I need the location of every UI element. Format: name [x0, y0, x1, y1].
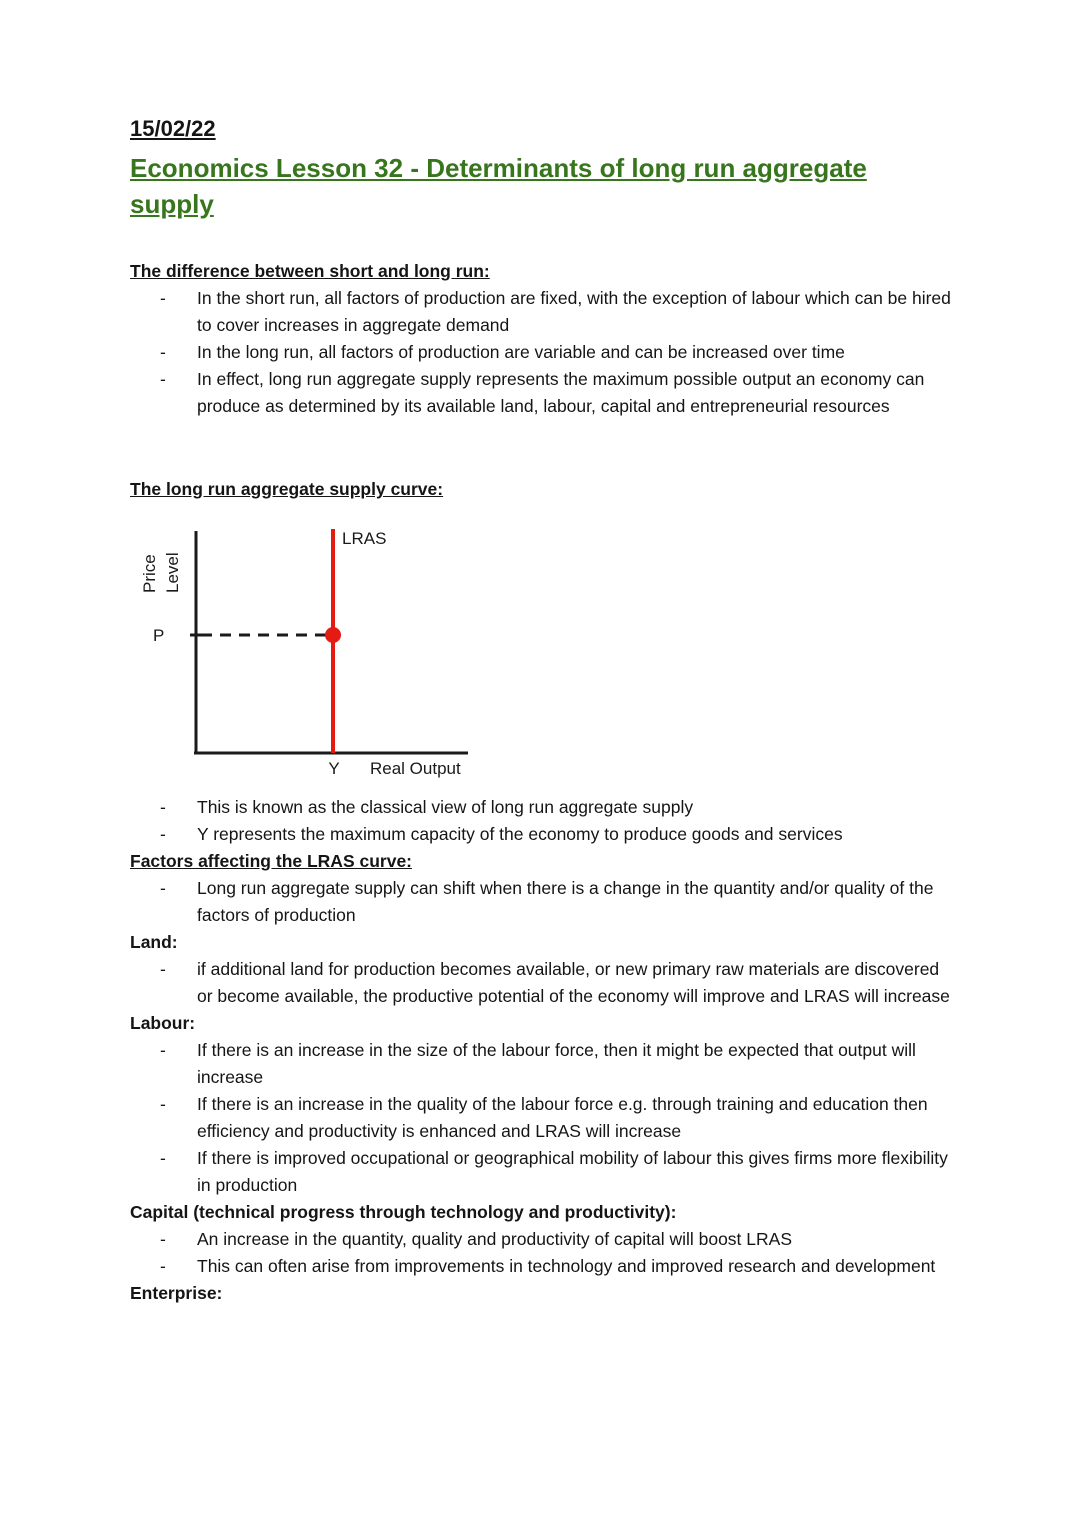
label-enterprise: Enterprise:: [130, 1283, 223, 1303]
label-labour: Labour:: [130, 1013, 196, 1033]
heading-curve: The long run aggregate supply curve:: [130, 479, 444, 499]
bullet-text: This is known as the classical view of long run aggregate supply: [197, 797, 694, 817]
bullet-text: Y represents the maximum capacity of the economy to produce goods and services: [197, 824, 843, 844]
list-item: [130, 1226, 952, 1253]
lras-diagram: [130, 517, 952, 784]
list-item: [130, 821, 952, 848]
curve-bullet-list: [130, 794, 952, 848]
bullet-dash-icon: -: [160, 1148, 166, 1168]
bullet-text: In the long run, all factors of production are variable and can be increased over time: [197, 342, 845, 362]
list-item: [130, 1253, 952, 1280]
bullet-text: Long run aggregate supply can shift when there is a change in the quantity and/or quality of the factors of production: [197, 878, 934, 925]
label-capital: Capital (technical progress through technology and productivity):: [130, 1202, 677, 1222]
list-item: [130, 794, 952, 821]
x-axis-label: Real Output: [370, 759, 461, 778]
equilibrium-point-marker: [325, 627, 341, 643]
bullet-dash-icon: -: [160, 342, 166, 362]
bullet-text: if additional land for production becomes available, or new primary raw materials are discovered or become available, the productive potential of the economy will improve and LRAS will increase: [197, 959, 950, 1006]
list-item: [130, 956, 952, 1010]
heading-factors: Factors affecting the LRAS curve:: [130, 851, 412, 871]
bullet-dash-icon: -: [160, 797, 166, 817]
page-title: [130, 150, 952, 222]
bullet-text: If there is an increase in the size of the labour force, then it might be expected that output will increase: [197, 1040, 916, 1087]
bullet-text: If there is improved occupational or geographical mobility of labour this gives firms more flexibility in production: [197, 1148, 948, 1195]
output-point-label: Y: [328, 759, 340, 778]
bullet-text: An increase in the quantity, quality and productivity of capital will boost LRAS: [197, 1229, 792, 1249]
page-title-text: Economics Lesson 32 - Determinants of long run aggregate supply: [130, 153, 867, 219]
bullet-dash-icon: -: [160, 959, 166, 979]
list-item: [130, 1037, 952, 1091]
list-item: [130, 1091, 952, 1145]
note-date-text: 15/02/22: [130, 116, 216, 141]
bullet-dash-icon: -: [160, 1256, 166, 1276]
bullet-dash-icon: -: [160, 1040, 166, 1060]
bullet-text: If there is an increase in the quality of the labour force e.g. through training and education then efficiency and productivity is enhanced and LRAS will increase: [197, 1094, 928, 1141]
bullet-text: In effect, long run aggregate supply represents the maximum possible output an economy can produce as determined by its available land, labour, capital and entrepreneurial resources: [197, 369, 925, 416]
lras-curve-label: LRAS: [342, 529, 387, 548]
bullet-text: In the short run, all factors of production are fixed, with the exception of labour which can be hired to cover increases in aggregate demand: [197, 288, 951, 335]
lras-diagram-svg: [130, 517, 475, 779]
list-item: [130, 1145, 952, 1199]
factors-bullet-list: [130, 875, 952, 929]
y-axis-label-line2: Level: [163, 552, 182, 593]
list-item: [130, 366, 952, 420]
list-item: [130, 875, 952, 929]
labour-bullet-list: [130, 1037, 952, 1199]
y-axis-label-line1: Price: [140, 554, 159, 593]
list-item: [130, 339, 952, 366]
label-land: Land:: [130, 932, 178, 952]
bullet-dash-icon: -: [160, 1229, 166, 1249]
bullet-dash-icon: -: [160, 288, 166, 308]
price-level-label: P: [153, 626, 165, 645]
bullet-text: This can often arise from improvements in technology and improved research and development: [197, 1256, 936, 1276]
bullet-dash-icon: -: [160, 878, 166, 898]
bullet-dash-icon: -: [160, 369, 166, 389]
list-item: [130, 285, 952, 339]
bullet-dash-icon: -: [160, 824, 166, 844]
capital-bullet-list: [130, 1226, 952, 1280]
difference-bullet-list: [130, 285, 952, 420]
land-bullet-list: [130, 956, 952, 1010]
heading-difference: The difference between short and long run:: [130, 261, 490, 281]
note-date: [130, 114, 952, 144]
bullet-dash-icon: -: [160, 1094, 166, 1114]
